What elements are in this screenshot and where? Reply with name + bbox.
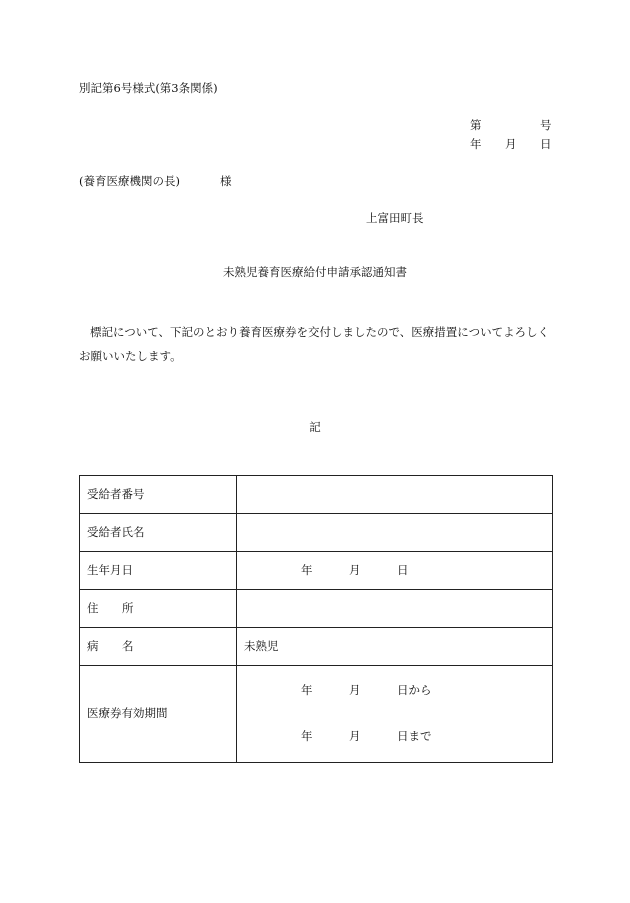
birth-month: 月 xyxy=(349,563,361,577)
validity-to-year: 年 xyxy=(301,729,313,743)
disease-value: 未熟児 xyxy=(237,628,553,666)
validity-label: 医療券有効期間 xyxy=(80,666,237,763)
validity-value xyxy=(237,666,553,763)
validity-from-year: 年 xyxy=(301,683,313,697)
ki-heading: 記 xyxy=(309,420,321,434)
recipient-number-label: 受給者番号 xyxy=(80,476,237,514)
recipient-name-value xyxy=(237,514,553,552)
address-label-2: 所 xyxy=(122,601,134,615)
table-row xyxy=(80,666,553,763)
document-title: 未熟児養育医療給付申請承認通知書 xyxy=(223,265,407,279)
address-label xyxy=(80,590,237,628)
issue-date-year: 年 xyxy=(470,137,482,151)
recipient-name-label: 受給者氏名 xyxy=(80,514,237,552)
table-row xyxy=(80,552,553,590)
birthdate-value xyxy=(237,552,553,590)
form-id: 別記第6号様式(第3条関係) xyxy=(79,81,218,95)
reference-number-suffix: 号 xyxy=(540,118,552,132)
body-text: 標記について、下記のとおり養育医療券を交付しましたので、医療措置についてよろしくお願いいたします。 xyxy=(79,325,550,363)
disease-label-2: 名 xyxy=(122,639,134,653)
addressee: (養育医療機関の長) xyxy=(79,174,180,188)
table-row xyxy=(80,476,553,514)
address-value xyxy=(237,590,553,628)
validity-from-day: 日から xyxy=(397,683,432,697)
addressee-honorific: 様 xyxy=(220,174,232,188)
issue-date-month: 月 xyxy=(505,137,517,151)
table-row xyxy=(80,628,553,666)
recipient-number-value xyxy=(237,476,553,514)
table-row xyxy=(80,514,553,552)
disease-label-1: 病 xyxy=(87,639,99,653)
details-table xyxy=(79,475,553,763)
address-label-1: 住 xyxy=(87,601,99,615)
validity-from-month: 月 xyxy=(349,683,361,697)
table-row xyxy=(80,590,553,628)
birth-year: 年 xyxy=(301,563,313,577)
issuer: 上富田町長 xyxy=(366,211,424,225)
issue-date-day: 日 xyxy=(540,137,552,151)
validity-to-month: 月 xyxy=(349,729,361,743)
validity-to-day: 日まで xyxy=(397,729,432,743)
birth-day: 日 xyxy=(397,563,409,577)
birthdate-label: 生年月日 xyxy=(80,552,237,590)
disease-label xyxy=(80,628,237,666)
reference-number-label: 第 xyxy=(470,118,482,132)
